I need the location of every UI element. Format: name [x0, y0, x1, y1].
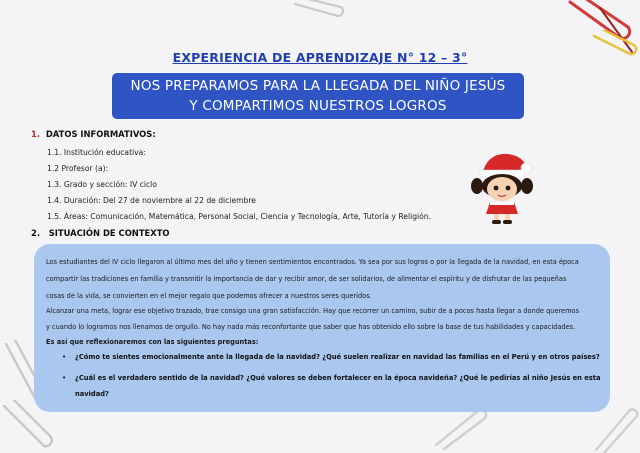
info-item: 1.4. Duración: Del 27 de noviembre al 22 de diciembre [47, 196, 256, 205]
info-item: 1.1. Institución educativa: [47, 148, 146, 157]
girl-santa-hat-illustration [468, 148, 538, 224]
bullet-icon: • [62, 374, 67, 382]
question-item: ¿Cuál es el verdadero sentido de la navidad? ¿Qué valores se deben fortalecer en la época navideña? ¿Qué le pedirías al niño Jesús en esta [75, 374, 601, 382]
info-item: 1.5. Áreas: Comunicación, Matemática, Personal Social, Ciencia y Tecnología, Arte, Tutoría y Religión. [47, 212, 432, 221]
context-line: cosas de la vida, se convierten en el mejor regalo que podemos ofrecer a nuestros seres queridos. [46, 292, 372, 300]
question-item-continued: navidad? [75, 390, 109, 398]
title-banner [112, 73, 524, 119]
context-line: Alcanzar una meta, lograr ese objetivo trazado, trae consigo una gran satisfacción. Hay que recorrer un camino, subir de a pocos hasta llegar a donde queremos [46, 307, 580, 315]
section-number: 2. [31, 228, 41, 238]
context-line: Los estudiantes del IV ciclo llegaron al último mes del año y tienen sentimientos encontrados. Ya sea por sus logros o por la llegada de la navidad, en esta época [46, 258, 579, 266]
bullet-icon: • [62, 353, 67, 361]
section-number: 1. [31, 129, 41, 139]
banner-line-2: Y COMPARTIMOS NUESTROS LOGROS [189, 98, 447, 114]
context-line: compartir las tradiciones en familia y transmitir la importancia de dar y recibir amor, de ser solidarios, de alimentar el espíritu y de disfrutar de las pequeñas [46, 275, 567, 283]
section-title: DATOS INFORMATIVOS: [45, 129, 156, 139]
question-item: ¿Cómo te sientes emocionalmente ante la llegada de la navidad? ¿Qué suelen realizar en navidad las familias en el Perú y en otros países? [75, 353, 600, 361]
page-title: EXPERIENCIA DE APRENDIZAJE N° 12 – 3° [172, 50, 468, 65]
section-title: SITUACIÓN DE CONTEXTO [48, 228, 170, 238]
section-heading-contexto [31, 228, 170, 238]
context-line: y cuando lo logramos nos llenamos de orgullo. No hay nada más reconfortante que saber que has obtenido ello sobre la base de tus habilidades y capacidades. [46, 323, 576, 331]
section-heading-datos [31, 129, 156, 139]
paperclip-icon [290, 0, 350, 22]
info-item: 1.2 Profesor (a): [47, 164, 109, 173]
banner-line-1: NOS PREPARAMOS PARA LA LLEGADA DEL NIÑO JESÚS [130, 78, 506, 94]
context-prompt: Es así que reflexionaremos con las siguientes preguntas: [46, 338, 259, 346]
info-item: 1.3. Grado y sección: IV ciclo [47, 180, 157, 189]
